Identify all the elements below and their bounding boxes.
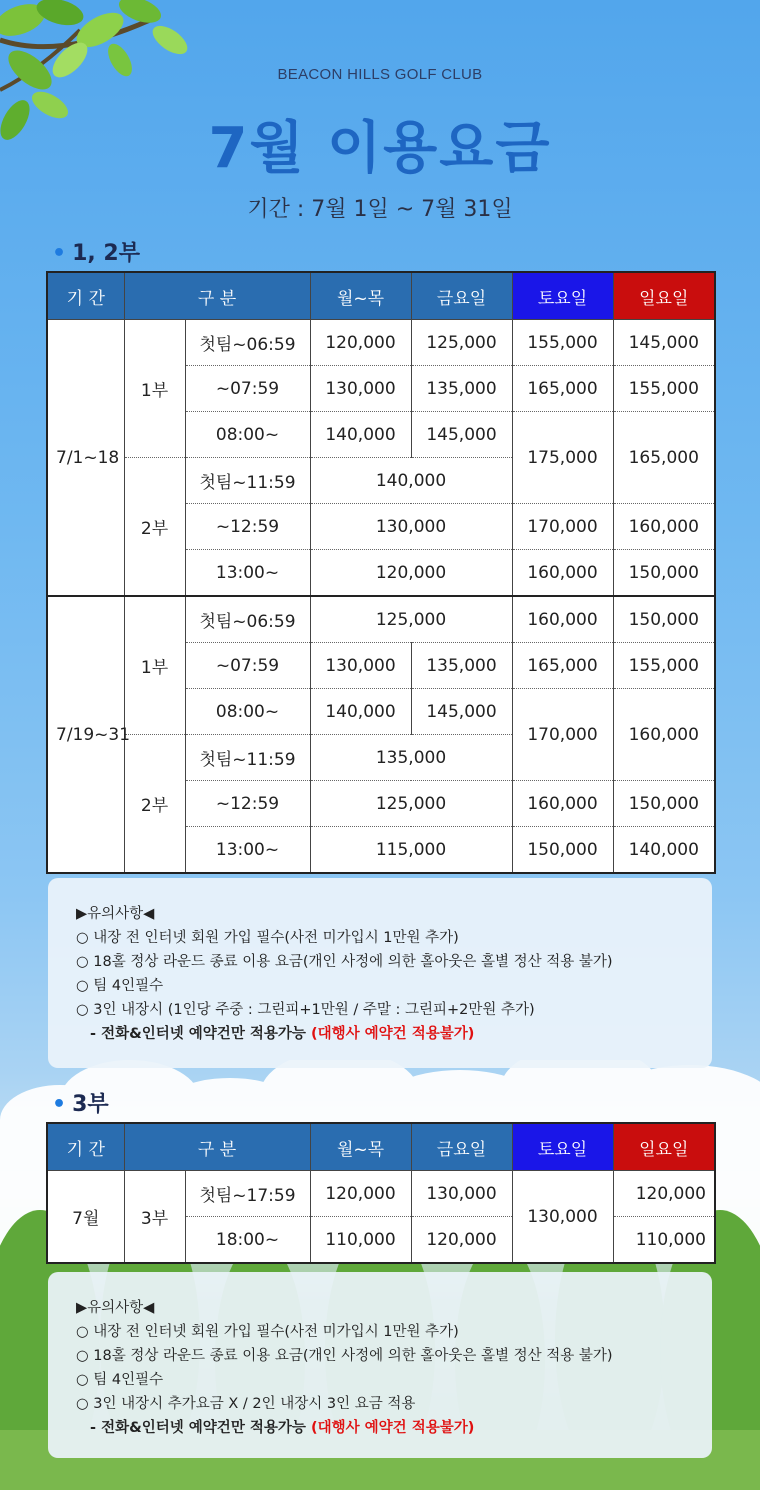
- header-type: 구 분: [124, 1123, 310, 1171]
- part-cell: 3부: [124, 1171, 185, 1264]
- time-cell: 08:00~: [185, 412, 310, 458]
- notes-item: ○ 18홀 정상 라운드 종료 이용 요금(개인 사정에 의한 홀아웃은 홀별 정산 적용 불가): [76, 954, 613, 970]
- time-cell: 08:00~: [185, 689, 310, 735]
- section-2-title: [52, 1087, 109, 1118]
- period-cell: 7/19~31: [47, 596, 124, 873]
- time-cell: ~12:59: [185, 504, 310, 550]
- time-cell: 첫팀~17:59: [185, 1171, 310, 1217]
- time-cell: ~12:59: [185, 781, 310, 827]
- price-cell: 145,000: [411, 689, 512, 735]
- price-cell: 140,000: [613, 827, 715, 874]
- bullet-icon: •: [52, 241, 67, 266]
- price-cell: 125,000: [310, 781, 512, 827]
- time-cell: 첫팀~11:59: [185, 458, 310, 504]
- price-cell: 170,000: [512, 689, 613, 781]
- price-cell: 155,000: [613, 366, 715, 412]
- time-cell: 13:00~: [185, 827, 310, 874]
- table-row: [47, 320, 715, 366]
- time-cell: 18:00~: [185, 1217, 310, 1264]
- notes-subnote-text: - 전화&인터넷 예약건만 적용가능: [90, 1026, 306, 1042]
- part-cell: 1부: [124, 320, 185, 458]
- club-name: BEACON HILLS GOLF CLUB: [277, 66, 483, 83]
- header-mon-thu: 월~목: [310, 272, 411, 320]
- price-cell: 155,000: [613, 643, 715, 689]
- table-header-row: [47, 272, 715, 320]
- header-mon-thu: 월~목: [310, 1123, 411, 1171]
- price-cell: 170,000: [512, 504, 613, 550]
- header-period: 기 간: [47, 1123, 124, 1171]
- header-sun: 일요일: [613, 1123, 715, 1171]
- time-cell: 13:00~: [185, 550, 310, 597]
- time-cell: 첫팀~11:59: [185, 735, 310, 781]
- price-cell: 120,000: [310, 550, 512, 597]
- notes-title: ▶유의사항◀: [76, 1300, 155, 1316]
- section-1-title: [52, 236, 140, 267]
- table-row: [47, 596, 715, 643]
- part-cell: 1부: [124, 596, 185, 735]
- price-cell: 150,000: [613, 596, 715, 643]
- price-cell: 175,000: [512, 412, 613, 504]
- price-cell: 130,000: [512, 1171, 613, 1264]
- price-cell: 120,000: [310, 1171, 411, 1217]
- period-cell: 7월: [47, 1171, 124, 1264]
- price-cell: 140,000: [310, 458, 512, 504]
- header-sat: 토요일: [512, 272, 613, 320]
- price-cell: 120,000: [411, 1217, 512, 1264]
- notes-item: ○ 내장 전 인터넷 회원 가입 필수(사전 미가입시 1만원 추가): [76, 1324, 459, 1340]
- header-fri: 금요일: [411, 272, 512, 320]
- price-cell: 145,000: [411, 412, 512, 458]
- part-cell: 2부: [124, 735, 185, 874]
- price-cell: 150,000: [613, 550, 715, 597]
- price-cell: 160,000: [512, 781, 613, 827]
- price-cell: 165,000: [512, 643, 613, 689]
- notes-item: ○ 3인 내장시 추가요금 X / 2인 내장시 3인 요금 적용: [76, 1396, 416, 1412]
- price-cell: 140,000: [310, 412, 411, 458]
- rates-table-1-2: [46, 271, 716, 874]
- price-cell: 130,000: [310, 504, 512, 550]
- table-header-row: [47, 1123, 715, 1171]
- page-title: 7월 이용요금: [208, 116, 552, 181]
- time-cell: 첫팀~06:59: [185, 320, 310, 366]
- notes-title: ▶유의사항◀: [76, 906, 155, 922]
- time-cell: ~07:59: [185, 643, 310, 689]
- price-cell: 150,000: [613, 781, 715, 827]
- price-cell: 110,000: [613, 1217, 715, 1264]
- price-cell: 145,000: [613, 320, 715, 366]
- price-cell: 140,000: [310, 689, 411, 735]
- price-cell: 135,000: [411, 366, 512, 412]
- price-cell: 160,000: [613, 504, 715, 550]
- price-cell: 125,000: [310, 596, 512, 643]
- price-cell: 160,000: [512, 596, 613, 643]
- notes-item: ○ 18홀 정상 라운드 종료 이용 요금(개인 사정에 의한 홀아웃은 홀별 정산 적용 불가): [76, 1348, 613, 1364]
- price-cell: 160,000: [613, 689, 715, 781]
- notes-box-2: [48, 1272, 712, 1458]
- notes-subnote: [76, 1022, 712, 1046]
- price-cell: 120,000: [310, 320, 411, 366]
- header-fri: 금요일: [411, 1123, 512, 1171]
- price-cell: 130,000: [310, 643, 411, 689]
- notes-item: ○ 3인 내장시 (1인당 주중 : 그린피+1만원 / 주말 : 그린피+2만원 추가): [76, 1002, 535, 1018]
- period-text: 기간 : 7월 1일 ~ 7월 31일: [247, 197, 513, 222]
- notes-item: ○ 팀 4인필수: [76, 1372, 164, 1388]
- price-cell: 130,000: [310, 366, 411, 412]
- notes-item: ○ 내장 전 인터넷 회원 가입 필수(사전 미가입시 1만원 추가): [76, 930, 459, 946]
- section-1-label: 1, 2부: [72, 241, 140, 266]
- time-cell: ~07:59: [185, 366, 310, 412]
- bullet-icon: •: [52, 1092, 67, 1117]
- section-2-label: 3부: [72, 1092, 109, 1117]
- price-cell: 125,000: [411, 320, 512, 366]
- notes-box-1: [48, 878, 712, 1068]
- price-cell: 120,000: [613, 1171, 715, 1217]
- notes-subnote-text: - 전화&인터넷 예약건만 적용가능: [90, 1420, 306, 1436]
- table-row: [47, 1171, 715, 1217]
- header-sat: 토요일: [512, 1123, 613, 1171]
- price-cell: 135,000: [411, 643, 512, 689]
- time-cell: 첫팀~06:59: [185, 596, 310, 643]
- price-cell: 165,000: [512, 366, 613, 412]
- price-cell: 165,000: [613, 412, 715, 504]
- header-type: 구 분: [124, 272, 310, 320]
- rates-table-3: [46, 1122, 716, 1264]
- notes-subnote-warning: (대행사 예약건 적용불가): [310, 1026, 475, 1042]
- notes-subnote: [76, 1416, 712, 1440]
- part-cell: 2부: [124, 458, 185, 597]
- notes-item: ○ 팀 4인필수: [76, 978, 164, 994]
- notes-subnote-warning: (대행사 예약건 적용불가): [310, 1420, 475, 1436]
- price-cell: 150,000: [512, 827, 613, 874]
- price-cell: 135,000: [310, 735, 512, 781]
- price-cell: 110,000: [310, 1217, 411, 1264]
- period-cell: 7/1~18: [47, 320, 124, 597]
- header-sun: 일요일: [613, 272, 715, 320]
- price-cell: 115,000: [310, 827, 512, 874]
- price-cell: 160,000: [512, 550, 613, 597]
- price-cell: 130,000: [411, 1171, 512, 1217]
- price-cell: 155,000: [512, 320, 613, 366]
- header-period: 기 간: [47, 272, 124, 320]
